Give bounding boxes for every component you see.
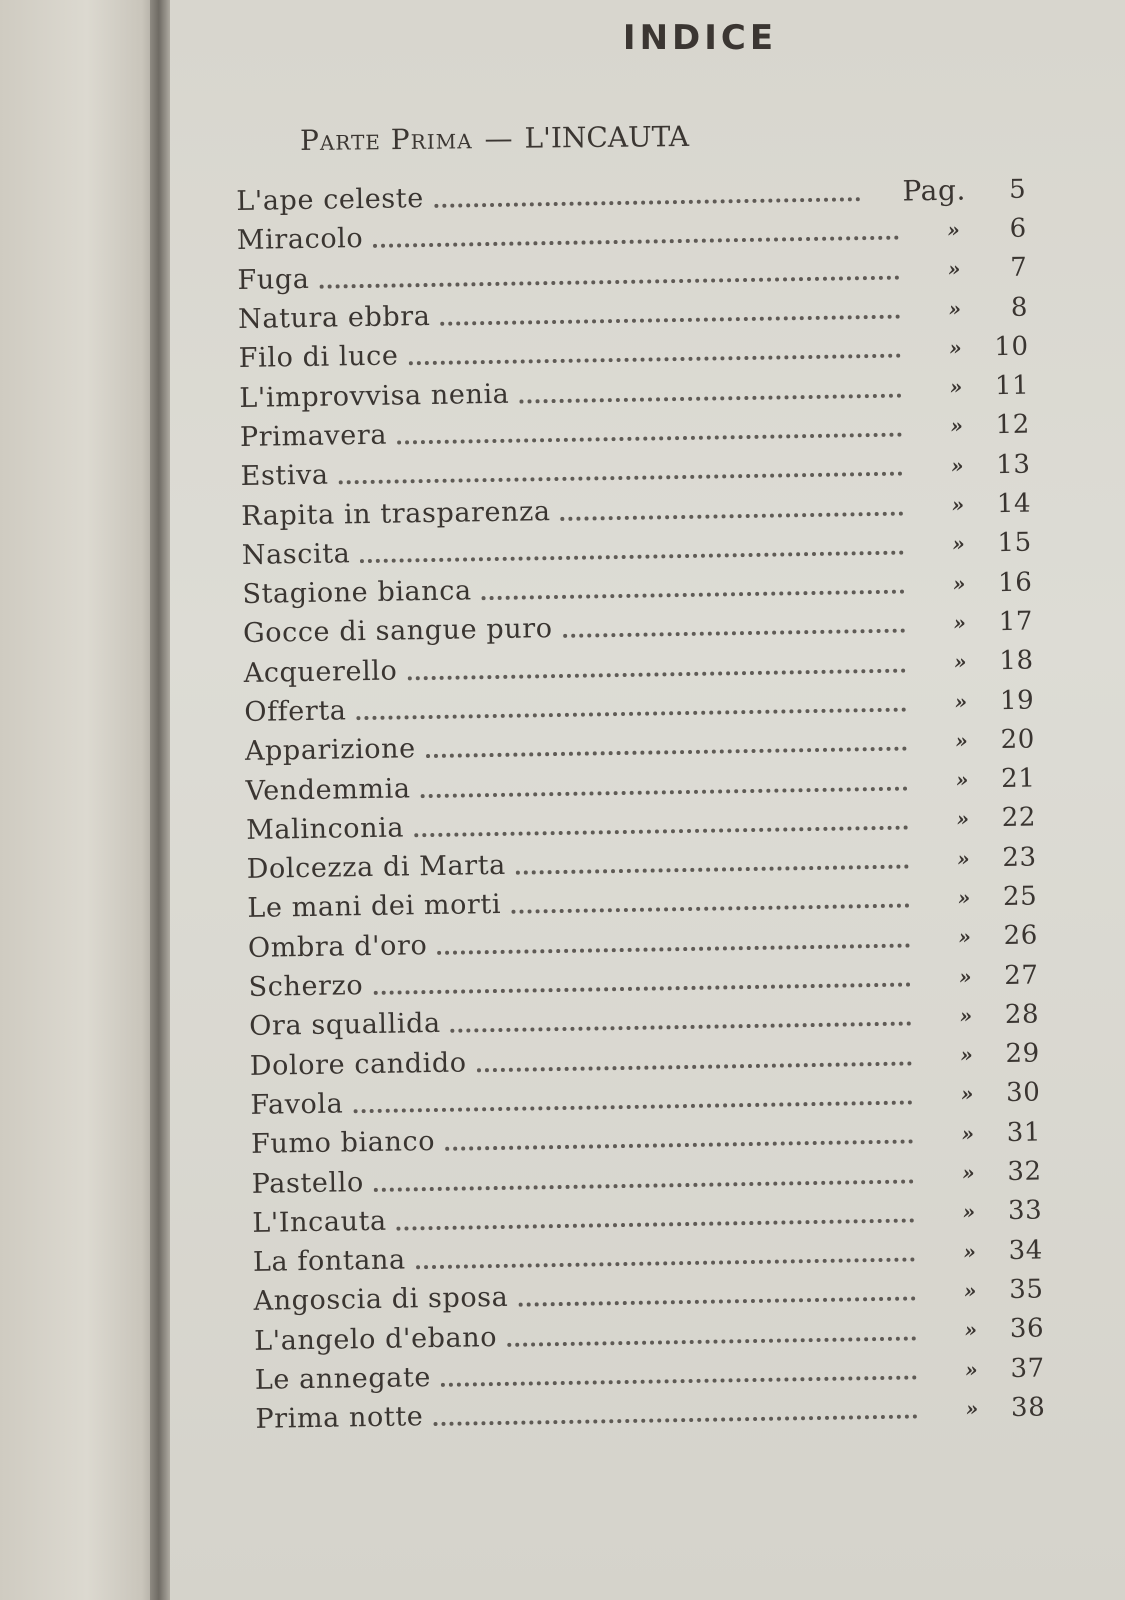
toc-entry-title: Natura ebbra: [237, 300, 431, 336]
toc-entry-page-number: 36: [1009, 1313, 1045, 1345]
dot-leader: [561, 510, 904, 520]
ditto-mark: »: [953, 649, 968, 674]
dot-leader: [416, 1257, 915, 1270]
ditto-mark: »: [954, 689, 968, 714]
dot-leader: [507, 1335, 916, 1346]
toc-entry-title: Acquerello: [243, 655, 398, 689]
toc-entry-page-number: 6: [1009, 213, 1028, 244]
toc-entry-title: L'improvvisa nenia: [239, 378, 510, 414]
ditto-mark: »: [958, 964, 973, 989]
toc-entry-page-number: 7: [1010, 252, 1028, 284]
dot-leader: [397, 1217, 915, 1230]
toc-entry-title: Fumo bianco: [250, 1126, 436, 1161]
dot-leader: [360, 549, 904, 563]
ditto-mark: »: [952, 571, 967, 596]
ditto-mark: »: [947, 256, 962, 282]
toc-entry-page-number: 20: [1000, 724, 1036, 755]
toc-entry-title: Dolore candido: [249, 1047, 467, 1082]
ditto-mark: »: [960, 1081, 975, 1107]
toc-entry-page-number: 15: [997, 527, 1033, 559]
ditto-mark: »: [949, 374, 964, 399]
ditto-mark: »: [958, 924, 972, 950]
dot-leader: [353, 1099, 912, 1113]
dot-leader: [426, 746, 907, 759]
toc-entry-title: Prima notte: [255, 1401, 424, 1436]
toc-entry-title: L'angelo d'ebano: [253, 1321, 498, 1357]
dot-leader: [339, 471, 903, 485]
ditto-mark: »: [950, 453, 965, 478]
toc-entry-title: Favola: [250, 1088, 344, 1121]
toc-entry-page-number: 28: [1004, 999, 1040, 1030]
ditto-mark: »: [963, 1239, 977, 1264]
ditto-mark: »: [959, 1003, 973, 1028]
ditto-mark: »: [962, 1199, 977, 1225]
ditto-mark: »: [965, 1396, 980, 1421]
ditto-mark: »: [955, 767, 970, 792]
dot-leader: [408, 353, 900, 366]
ditto-mark: »: [957, 885, 972, 910]
ditto-mark: »: [948, 296, 962, 321]
toc-entry-title: Malinconia: [245, 812, 405, 846]
toc-entry-page-number: 21: [1000, 763, 1036, 795]
toc-entry-page-number: 30: [1005, 1077, 1041, 1109]
ditto-mark: »: [951, 492, 965, 517]
toc-entry-page-number: 14: [996, 488, 1032, 520]
toc-entry-page-number: 23: [1002, 842, 1037, 873]
dot-leader: [433, 1414, 917, 1427]
ditto-mark: »: [961, 1160, 976, 1185]
dot-leader: [414, 824, 908, 837]
toc-entry-title: Estiva: [240, 459, 329, 493]
toc-entry-page-number: 8: [1010, 292, 1029, 323]
toc-entry-page-number: 29: [1005, 1038, 1041, 1070]
dot-leader: [519, 392, 901, 403]
toc-entry-title: Dolcezza di Marta: [246, 850, 507, 886]
toc-entry-page-number: 12: [995, 409, 1031, 441]
toc-entry-title: Pastello: [251, 1166, 365, 1200]
ditto-mark: »: [950, 414, 964, 439]
ditto-mark: »: [960, 1042, 974, 1067]
ditto-mark: »: [955, 728, 969, 753]
toc-entry-title: Miracolo: [236, 223, 364, 257]
dot-leader: [434, 196, 861, 208]
toc-entry-page-number: 35: [1008, 1274, 1044, 1305]
toc-entry-title: Stagione bianca: [242, 575, 472, 611]
page-title: INDICE: [622, 18, 778, 58]
dot-leader: [397, 431, 902, 444]
toc-entry-page-number: 19: [999, 685, 1035, 716]
toc-entry-title: Filo di luce: [238, 340, 399, 375]
toc-entry-title: Nascita: [241, 538, 351, 571]
toc-entry-title: Ora squallida: [249, 1008, 441, 1043]
dot-leader: [421, 785, 908, 798]
toc-entry-title: Apparizione: [244, 733, 416, 768]
dot-leader: [477, 1060, 912, 1072]
dot-leader: [320, 274, 900, 288]
ditto-mark: »: [952, 531, 966, 557]
toc-entry-title: Scherzo: [248, 970, 364, 1003]
toc-entry-title: Angoscia di sposa: [253, 1282, 509, 1318]
toc-entry-page-number: 32: [1007, 1156, 1042, 1188]
dot-leader: [563, 628, 905, 638]
toc-entry-title: L'Incauta: [252, 1205, 387, 1239]
dot-leader: [441, 1375, 917, 1387]
toc-entry-title: Ombra d'oro: [247, 929, 428, 964]
ditto-mark: »: [953, 610, 967, 635]
dot-leader: [437, 942, 910, 954]
left-page-edge: [0, 0, 158, 1600]
ditto-mark: »: [956, 846, 971, 871]
ditto-mark: »: [964, 1357, 979, 1382]
toc-entry-page-number: 31: [1006, 1117, 1042, 1148]
toc-entry-page-number: 38: [1010, 1392, 1046, 1423]
toc-entry-page-number: 11: [994, 370, 1030, 402]
dot-leader: [407, 667, 905, 680]
ditto-mark: »: [948, 335, 963, 360]
toc-entry-title: Le annegate: [254, 1362, 432, 1396]
section-name: L'INCAUTA: [524, 119, 690, 155]
page-label: Pag.: [902, 173, 967, 208]
toc-entry-page-number: 34: [1008, 1235, 1044, 1266]
ditto-mark: »: [947, 217, 961, 242]
dot-leader: [357, 707, 907, 721]
toc-entry-page-number: 18: [999, 645, 1034, 677]
section-part-label: Parte Prima: [299, 122, 473, 158]
dot-leader: [451, 1021, 912, 1033]
toc-entry-page-number: 13: [996, 449, 1031, 480]
toc-entry-title: Gocce di sangue puro: [242, 613, 553, 650]
toc-entry-title: Le mani dei morti: [247, 889, 502, 925]
ditto-mark: »: [964, 1317, 978, 1342]
toc-entry-page-number: 25: [1002, 881, 1038, 913]
dot-leader: [518, 1296, 915, 1307]
dot-leader: [373, 235, 899, 248]
ditto-mark: »: [961, 1121, 975, 1146]
dot-leader: [374, 1178, 914, 1191]
ditto-mark: »: [956, 806, 970, 832]
toc-entry-title: Rapita in trasparenza: [241, 495, 551, 532]
toc-entry-page-number: 27: [1004, 960, 1039, 991]
dot-leader: [511, 903, 909, 914]
toc-entry-title: Vendemmia: [245, 772, 411, 807]
dot-leader: [373, 982, 910, 995]
dot-leader: [445, 1139, 913, 1151]
dot-leader: [516, 864, 909, 875]
toc-entry-page-number: 17: [998, 606, 1034, 637]
toc-entry-title: La fontana: [252, 1244, 406, 1279]
toc-entry-page-number: 5: [1008, 174, 1027, 205]
toc-entry-page-number: 33: [1007, 1195, 1043, 1227]
toc-entry-title: L'ape celeste: [236, 183, 425, 218]
book-gutter: [150, 0, 172, 1600]
toc-entry-page-number: 22: [1001, 802, 1037, 834]
toc-entry-title: Fuga: [237, 263, 310, 296]
section-separator: —: [484, 121, 513, 156]
toc-entry-page-number: 10: [994, 331, 1029, 362]
toc-entry-page-number: 37: [1010, 1352, 1045, 1384]
ditto-mark: »: [963, 1278, 978, 1303]
toc-entry-page-number: 26: [1003, 920, 1039, 952]
dot-leader: [441, 314, 901, 326]
dot-leader: [482, 589, 905, 601]
section-heading: [300, 120, 689, 157]
toc-entry-page-number: 16: [997, 567, 1033, 598]
index-page: [170, 0, 1125, 1600]
toc-entry-title: Offerta: [244, 695, 347, 728]
toc-entry-title: Primavera: [239, 419, 388, 453]
table-of-contents: [236, 170, 1046, 1440]
